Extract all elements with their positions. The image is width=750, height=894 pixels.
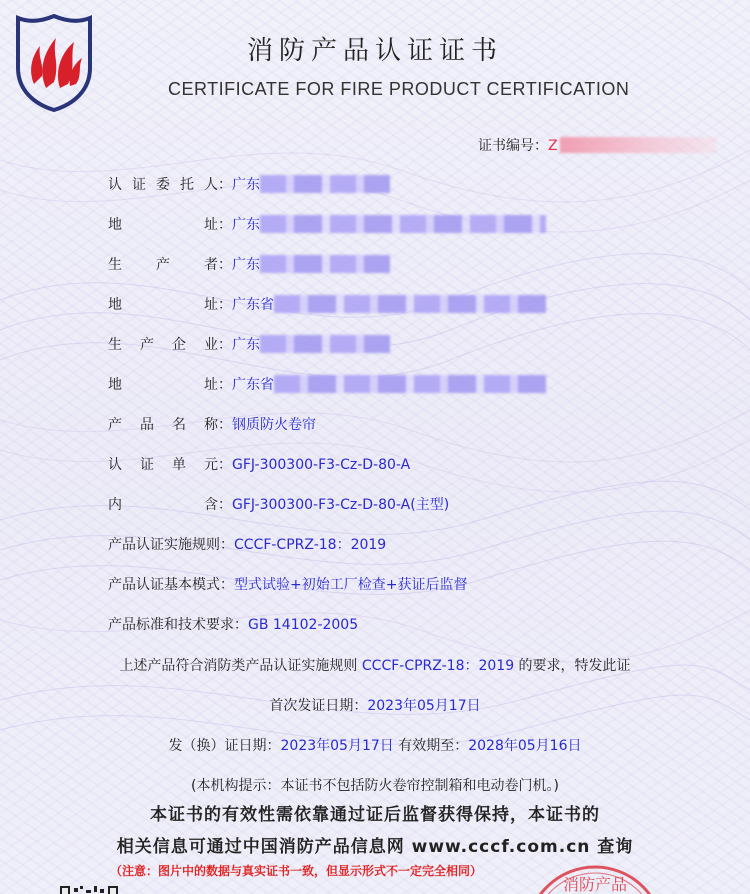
compliance-statement — [0, 655, 750, 675]
client-label: 认证委托人 — [108, 177, 218, 193]
certificate-title-english: CERTIFICATE FOR FIRE PRODUCT CERTIFICATION — [168, 79, 630, 99]
statement-prefix: 上述产品符合消防类产品认证实施规则 — [119, 658, 362, 674]
cert-unit-label: 认证单元 — [108, 457, 218, 473]
first-issue-date — [0, 695, 750, 715]
row-cert-unit: 认证单元：GFJ-300300-F3-Cz-D-80-A — [108, 457, 411, 473]
factory-address-label: 地址 — [108, 377, 218, 393]
standard-label: 产品标准和技术要求 — [108, 617, 234, 633]
validity-notice-line2: 相关信息可通过中国消防产品信息网 www.cccf.com.cn 查询 — [116, 837, 634, 857]
product-name-label: 产品名称 — [108, 417, 218, 433]
row-rules: 产品认证实施规则：CCCF-CPRZ-18：2019 — [108, 537, 387, 553]
certificate-number — [478, 135, 716, 155]
certificate-title: 消防产品认证证书 — [246, 36, 503, 66]
official-seal — [520, 860, 670, 894]
row-factory-address: 地址：广东省 — [108, 375, 546, 395]
redacted-factory-address — [274, 375, 546, 393]
producer-address-label: 地址 — [108, 297, 218, 313]
content-label: 内含 — [108, 497, 218, 513]
valid-until-label: 有效期至： — [393, 738, 469, 754]
client-address-value: 广东 — [232, 217, 260, 233]
content-value: GFJ-300300-F3-Cz-D-80-A(主型) — [232, 497, 450, 513]
factory-address-value: 广东省 — [232, 377, 274, 393]
statement-rule: CCCF-CPRZ-18：2019 — [361, 658, 515, 674]
redacted-producer-address — [274, 295, 546, 313]
rules-label: 产品认证实施规则 — [108, 537, 220, 553]
row-factory: 生产企业：广东 — [108, 335, 390, 355]
row-content: 内含：GFJ-300300-F3-Cz-D-80-A(主型) — [108, 497, 450, 513]
agency-tip: (本机构提示：本证书不包括防火卷帘控制箱和电动卷门机。) — [191, 778, 559, 794]
client-address-label: 地址 — [108, 217, 218, 233]
redacted-factory — [260, 335, 390, 353]
certificate-number-label: 证书编号： — [478, 138, 548, 154]
first-issue-label: 首次发证日期： — [269, 698, 368, 714]
seal-text: 消防产品 — [562, 875, 628, 894]
row-client: 认证委托人：广东 — [108, 175, 390, 195]
producer-label: 生产者 — [108, 257, 218, 273]
redacted-certificate-number — [560, 137, 716, 153]
rules-value: CCCF-CPRZ-18：2019 — [234, 537, 387, 553]
certificate-number-value: Z — [548, 138, 558, 154]
mode-label: 产品认证基本模式 — [108, 577, 220, 593]
producer-address-value: 广东省 — [232, 297, 274, 313]
qr-code-icon — [60, 884, 120, 894]
factory-label: 生产企业 — [108, 337, 218, 353]
row-producer: 生产者：广东 — [108, 255, 390, 275]
client-value: 广东 — [232, 177, 260, 193]
reissue-value: 2023年05月17日 — [280, 738, 394, 754]
row-producer-address: 地址：广东省 — [108, 295, 546, 315]
row-product-name: 产品名称：钢质防火卷帘 — [108, 417, 316, 433]
statement-suffix: 的要求，特发此证 — [514, 658, 631, 674]
row-standard: 产品标准和技术要求：GB 14102-2005 — [108, 617, 359, 633]
reissue-and-validity — [0, 735, 750, 755]
valid-until-value: 2028年05月16日 — [468, 738, 582, 754]
product-name-value: 钢质防火卷帘 — [232, 417, 316, 433]
producer-value: 广东 — [232, 257, 260, 273]
first-issue-value: 2023年05月17日 — [367, 698, 481, 714]
standard-value: GB 14102-2005 — [248, 617, 359, 633]
cert-unit-value: GFJ-300300-F3-Cz-D-80-A — [232, 457, 411, 473]
factory-value: 广东 — [232, 337, 260, 353]
mode-value: 型式试验+初始工厂检查+获证后监督 — [234, 577, 468, 593]
redacted-producer — [260, 255, 390, 273]
reissue-label: 发（换）证日期： — [168, 738, 281, 754]
disclaimer: （注意：图片中的数据与真实证书一致，但显示形式不一定完全相同） — [110, 864, 483, 878]
redacted-client-address — [260, 215, 546, 233]
redacted-client — [260, 175, 390, 193]
row-client-address: 地址：广东 — [108, 215, 546, 235]
validity-notice-line1: 本证书的有效性需依靠通过证后监督获得保持，本证书的 — [150, 805, 600, 825]
row-mode: 产品认证基本模式：型式试验+初始工厂检查+获证后监督 — [108, 577, 468, 593]
